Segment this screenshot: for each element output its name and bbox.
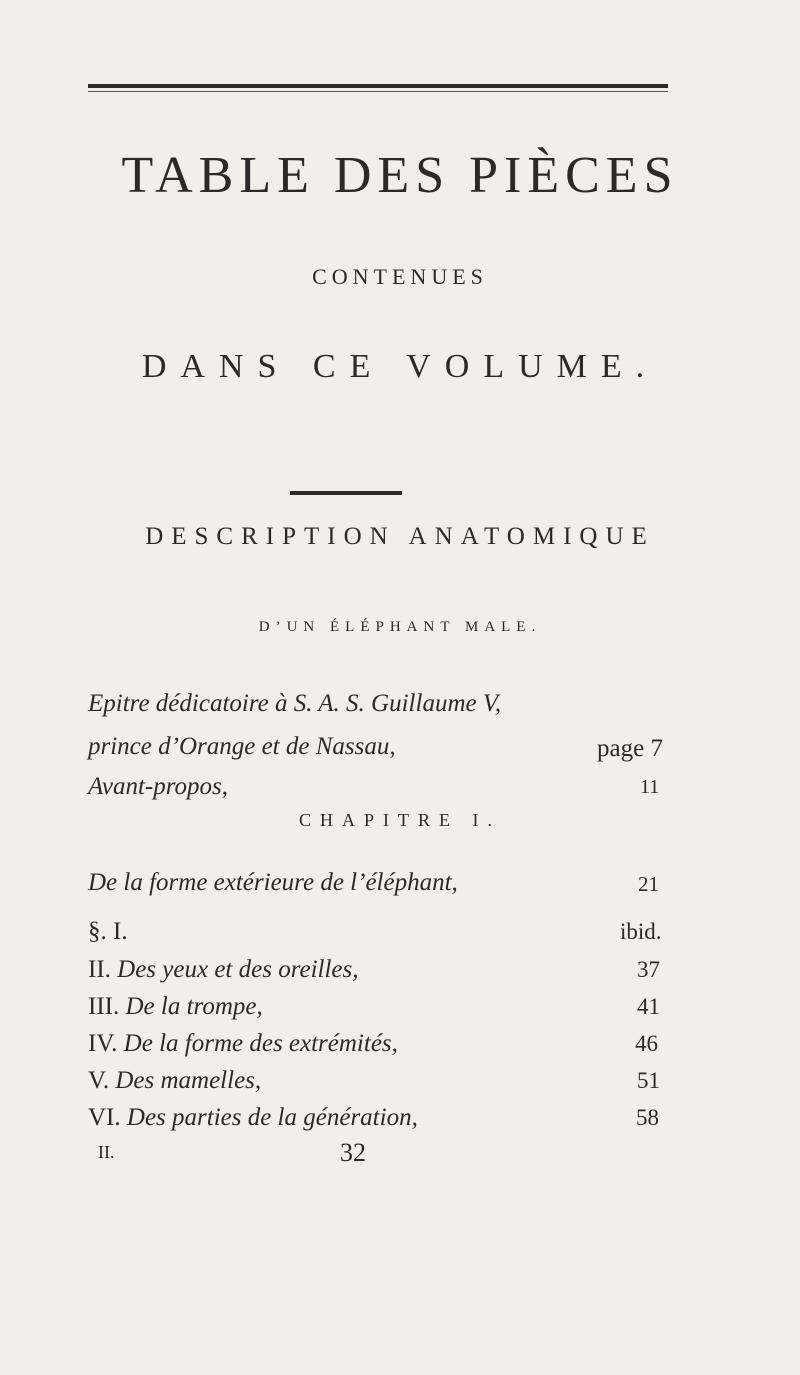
paragraph-title: De la trompe,	[125, 993, 263, 1020]
chapter-heading: CHAPITRE I.	[299, 810, 501, 830]
section-subtitle: D’UN ÉLÉPHANT MALE.	[258, 619, 542, 635]
footer-number: 32	[340, 1138, 366, 1167]
toc-paragraph-page: ibid.	[620, 919, 662, 944]
subtitle-contenues: CONTENUES	[312, 264, 488, 289]
toc-entry-avant-propos: Avant-propos,	[88, 773, 229, 800]
toc-paragraph-row	[88, 956, 359, 984]
signature-mark: II.	[98, 1142, 115, 1162]
toc-page-chapter-1: 21	[638, 872, 659, 896]
paragraph-title: Des parties de la génération,	[126, 1104, 418, 1131]
paragraph-number: IV.	[88, 1030, 118, 1057]
paragraph-number: III.	[88, 993, 120, 1020]
toc-paragraph-row	[88, 1067, 261, 1095]
toc-entry-epitre-line2: prince d’Orange et de Nassau,	[88, 733, 396, 760]
paragraph-number: VI.	[88, 1104, 121, 1131]
toc-paragraph-page: 46	[635, 1031, 658, 1056]
toc-paragraph-page: 37	[637, 957, 660, 982]
toc-page-avant-propos: 11	[640, 776, 660, 798]
toc-paragraph-page: 58	[636, 1105, 659, 1130]
paragraph-number: §. I.	[88, 918, 128, 945]
toc-paragraph-page: 51	[637, 1068, 660, 1093]
paragraph-title: Des yeux et des oreilles,	[117, 956, 359, 983]
middle-rule	[290, 491, 402, 495]
section-title: DESCRIPTION ANATOMIQUE	[145, 523, 655, 550]
page-title: TABLE DES PIÈCES	[121, 147, 679, 204]
top-rule-thin	[88, 91, 668, 92]
toc-paragraph-row	[88, 1030, 398, 1058]
toc-paragraph-row	[88, 1104, 418, 1132]
toc-entry-chapter-1: De la forme extérieure de l’éléphant,	[88, 869, 458, 896]
top-rule	[88, 84, 668, 88]
subtitle-volume: DANS CE VOLUME.	[141, 348, 659, 385]
toc-paragraph-page: 41	[637, 994, 660, 1019]
toc-paragraph-row	[88, 993, 263, 1021]
toc-page-epitre: page 7	[597, 735, 663, 762]
toc-paragraph-row	[88, 918, 128, 946]
paragraph-title: Des mamelles,	[115, 1067, 262, 1094]
paragraph-number: II.	[88, 956, 111, 983]
paragraph-number: V.	[88, 1067, 110, 1094]
toc-entry-epitre-line1: Epitre dédicatoire à S. A. S. Guillaume V,	[88, 690, 502, 717]
paragraph-title: De la forme des extrémités,	[123, 1030, 398, 1057]
